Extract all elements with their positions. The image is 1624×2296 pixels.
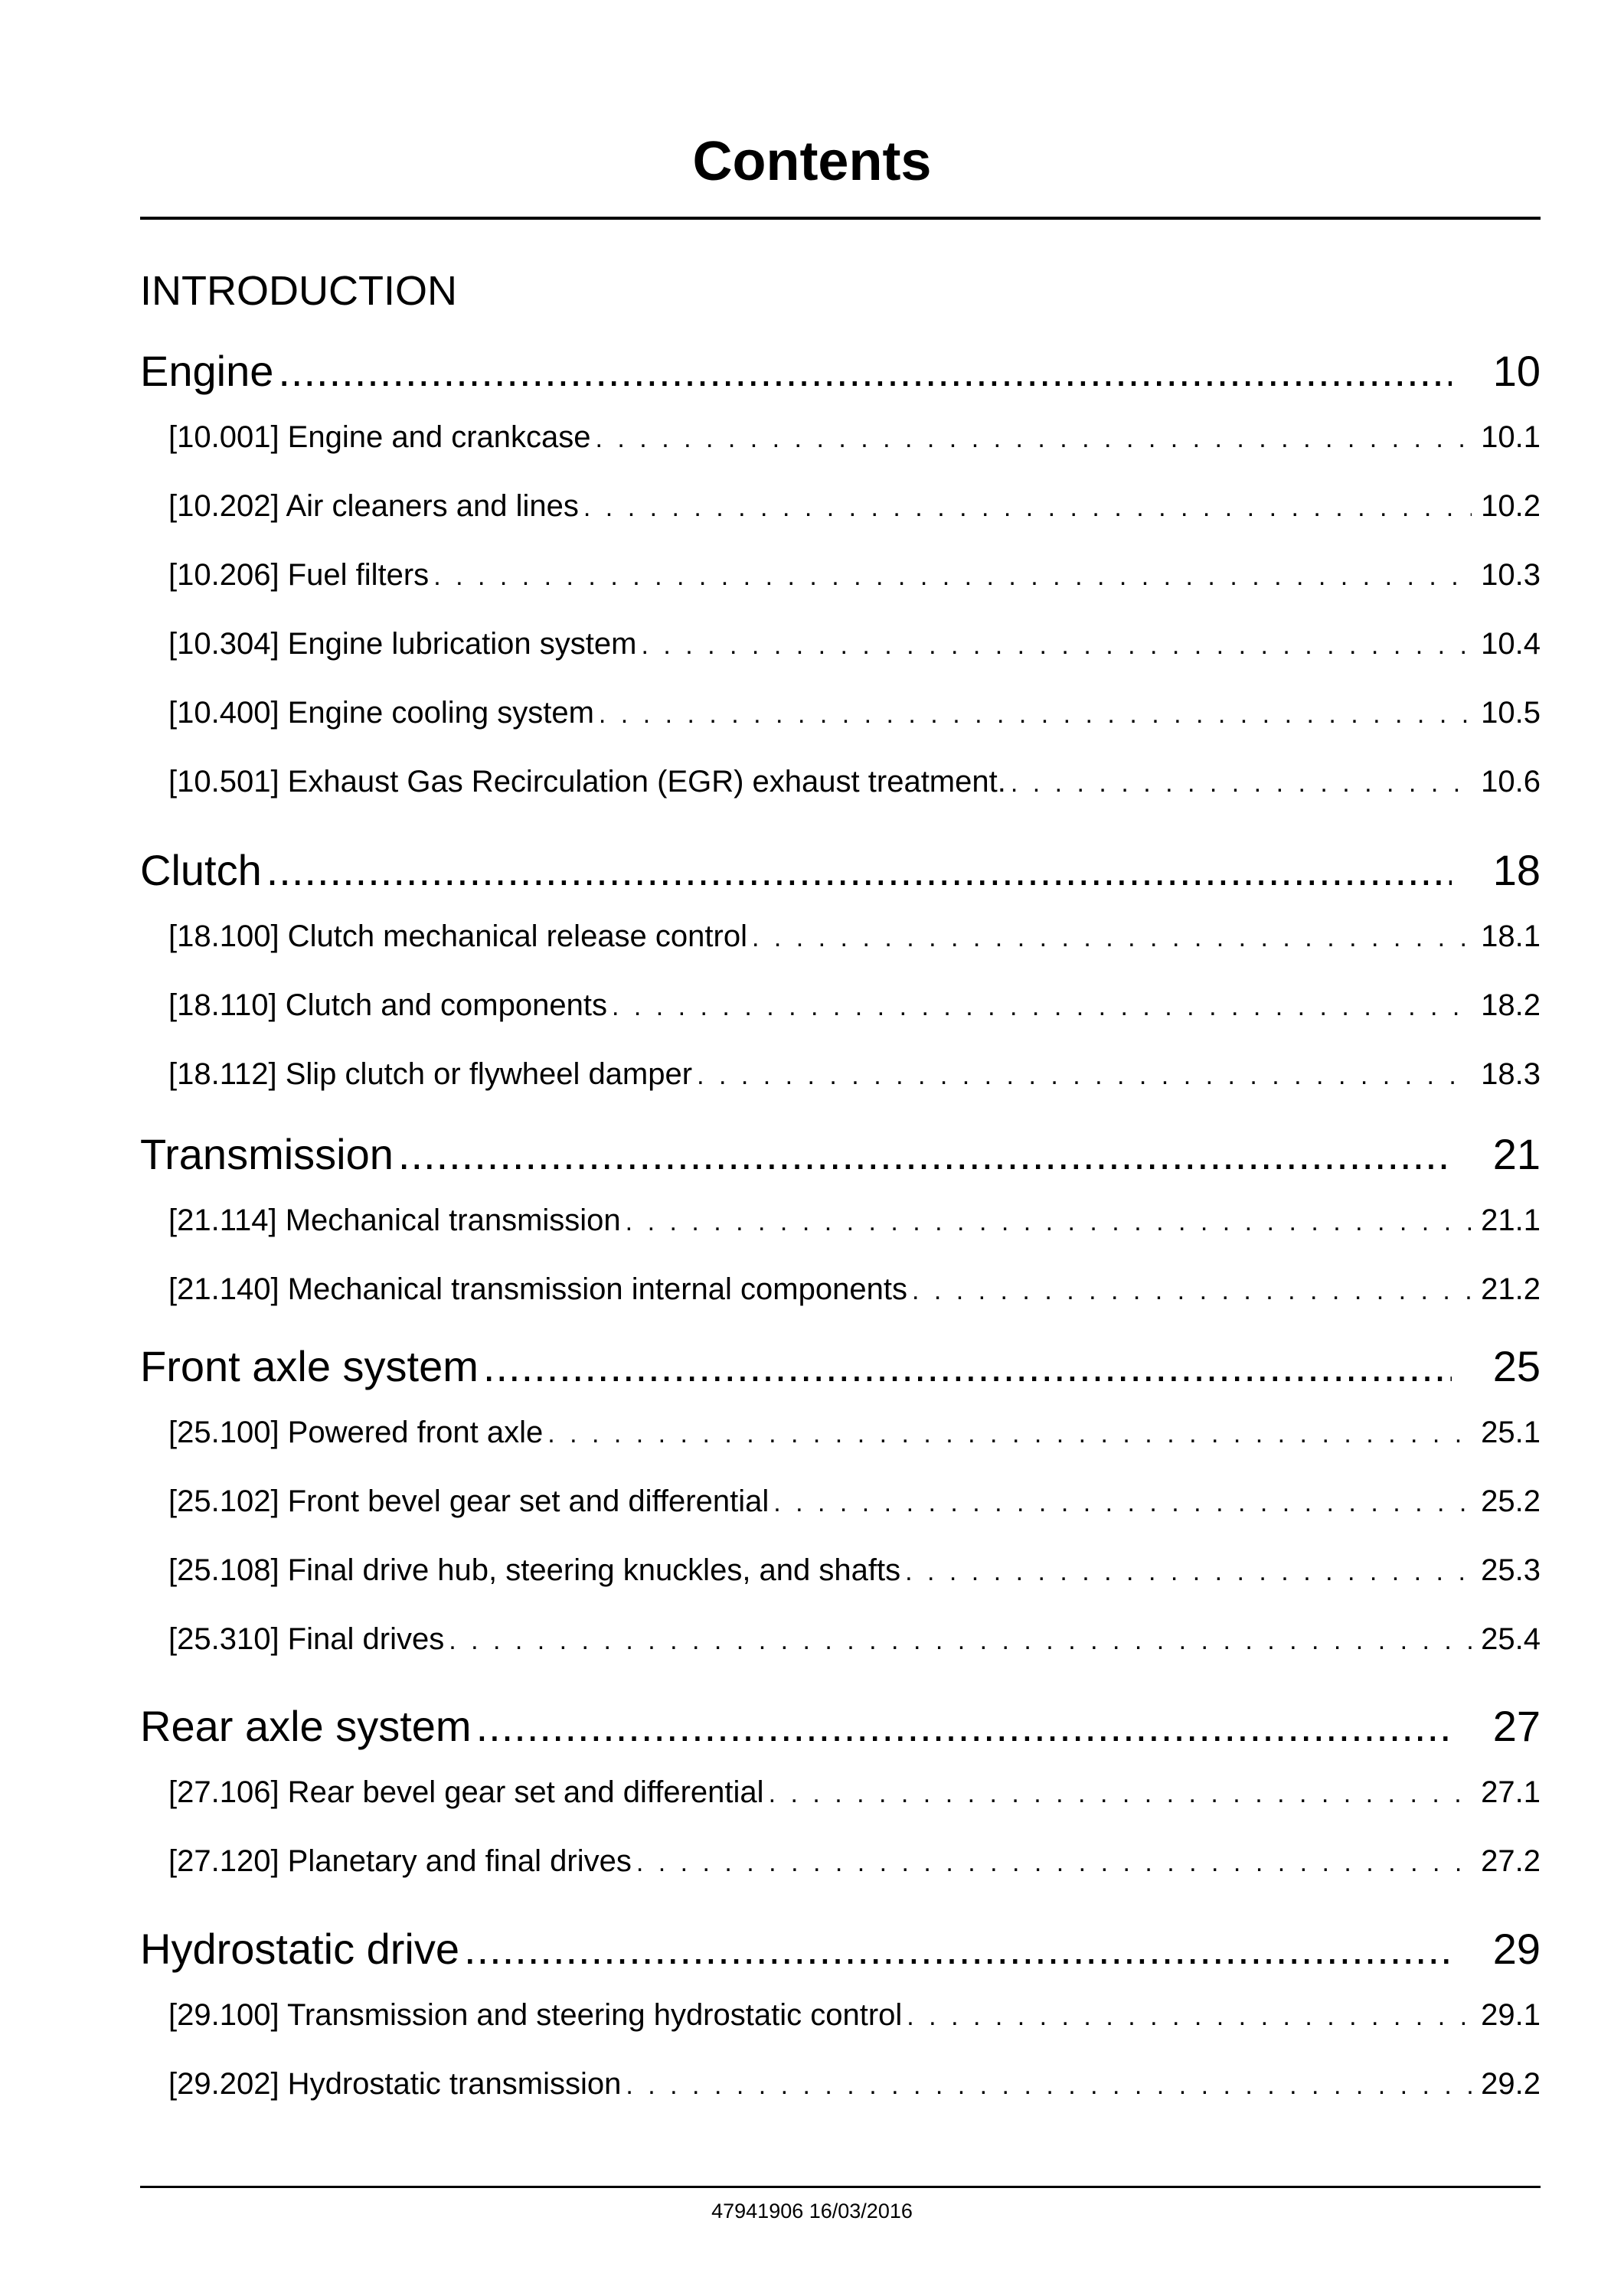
chapter-page-number: 21 [1492,1130,1541,1178]
chapter-clutch-entry[interactable] [140,845,1541,895]
dot-leader [907,2002,1472,2032]
section-page-number: 10.5 [1481,696,1541,730]
section-page-number: 10.6 [1481,765,1541,799]
chapter-title: Front axle system [140,1342,479,1390]
section-page-number: 25.1 [1481,1416,1541,1449]
dot-leader [483,1341,1452,1391]
section-title: [18.112] Slip clutch or flywheel damper [168,1057,693,1091]
section-entry[interactable] [168,1272,1541,1307]
section-title: [10.304] Engine lubrication system [168,627,637,661]
section-title: [18.100] Clutch mechanical release control [168,919,747,953]
section-entry[interactable] [168,1622,1541,1657]
section-title: [29.202] Hydrostatic transmission [168,2067,622,2101]
section-page-number: 25.3 [1481,1553,1541,1587]
footer-rule [140,2186,1541,2188]
dot-leader [912,1276,1472,1306]
section-entry[interactable] [168,558,1541,593]
section-page-number: 25.4 [1481,1622,1541,1656]
dot-leader [476,1701,1452,1751]
chapter-transmission-entry[interactable] [140,1129,1541,1179]
section-page-number: 10.3 [1481,558,1541,592]
dot-leader [596,424,1472,454]
dot-leader [449,1626,1472,1656]
dot-leader [1011,769,1472,799]
section-entry[interactable] [168,1057,1541,1092]
section-title: [10.001] Engine and crankcase [168,420,591,454]
section-page-number: 21.1 [1481,1204,1541,1237]
section-entry[interactable] [168,1416,1541,1450]
chapter-page-number: 10 [1492,347,1541,395]
section-page-number: 18.3 [1481,1057,1541,1091]
chapter-engine-entry[interactable] [140,346,1541,396]
section-entry[interactable] [168,1775,1541,1810]
section-title: [25.310] Final drives [168,1622,445,1656]
section-entry[interactable] [168,765,1541,799]
section-page-number: 21.2 [1481,1272,1541,1306]
dot-leader [905,1557,1472,1587]
chapter-page-number: 27 [1492,1702,1541,1750]
footer-document-id: 47941906 16/03/2016 [711,2200,913,2223]
section-entry[interactable] [168,2067,1541,2102]
section-page-number: 27.1 [1481,1775,1541,1809]
dot-leader [599,700,1472,730]
section-title: [21.114] Mechanical transmission [168,1204,621,1237]
chapter-page-number: 25 [1492,1342,1541,1390]
dot-leader [547,1419,1472,1449]
section-title: [27.120] Planetary and final drives [168,1844,632,1878]
section-entry[interactable] [168,988,1541,1023]
section-title: [29.100] Transmission and steering hydrostatic control [168,1998,903,2032]
dot-leader [464,1924,1452,1974]
chapter-rear-axle-system-entry[interactable] [140,1701,1541,1751]
section-entry[interactable] [168,1998,1541,2033]
dot-leader [697,1061,1472,1091]
chapter-title: Transmission [140,1130,394,1178]
section-entry[interactable] [168,627,1541,661]
section-page-number: 25.2 [1481,1484,1541,1518]
section-page-number: 18.2 [1481,988,1541,1022]
chapter-page-number: 18 [1492,846,1541,894]
chapter-title: Engine [140,347,274,395]
dot-leader [626,2071,1472,2101]
section-page-number: 29.1 [1481,1998,1541,2032]
section-entry[interactable] [168,1844,1541,1879]
dot-leader [626,1207,1472,1237]
chapter-title: Rear axle system [140,1702,472,1750]
section-title: [10.206] Fuel filters [168,558,430,592]
section-page-number: 10.2 [1481,489,1541,523]
section-page-number: 18.1 [1481,919,1541,953]
section-page-number: 10.4 [1481,627,1541,661]
dot-leader [398,1129,1452,1179]
introduction-heading: INTRODUCTION [140,268,457,314]
dot-leader [612,992,1472,1022]
section-entry[interactable] [168,919,1541,954]
dot-leader [266,845,1452,895]
dot-leader [583,493,1472,523]
dot-leader [752,923,1472,953]
chapter-title: Hydrostatic drive [140,1925,460,1973]
section-title: [25.108] Final drive hub, steering knuckles, and shafts [168,1553,901,1587]
dot-leader [636,1848,1472,1878]
chapter-page-number: 29 [1492,1925,1541,1973]
chapter-title: Clutch [140,846,262,894]
section-title: [21.140] Mechanical transmission internal components [168,1272,907,1306]
dot-leader [278,346,1452,396]
dot-leader [641,631,1472,661]
section-page-number: 10.1 [1481,420,1541,454]
dot-leader [773,1488,1472,1518]
section-title: [25.100] Powered front axle [168,1416,544,1449]
section-page-number: 27.2 [1481,1844,1541,1878]
dot-leader [769,1779,1472,1809]
section-title: [27.106] Rear bevel gear set and differential [168,1775,764,1809]
chapter-hydrostatic-drive-entry[interactable] [140,1924,1541,1974]
section-entry[interactable] [168,489,1541,524]
section-entry[interactable] [168,1484,1541,1519]
section-entry[interactable] [168,1553,1541,1588]
section-entry[interactable] [168,696,1541,730]
section-title: [10.501] Exhaust Gas Recirculation (EGR) exhaust treatment. [168,765,1006,799]
chapter-front-axle-system-entry[interactable] [140,1341,1541,1391]
dot-leader [433,562,1472,592]
section-title: [25.102] Front bevel gear set and differential [168,1484,770,1518]
section-entry[interactable] [168,1204,1541,1238]
section-title: [18.110] Clutch and components [168,988,607,1022]
section-page-number: 29.2 [1481,2067,1541,2101]
section-title: [10.400] Engine cooling system [168,696,594,730]
section-entry[interactable] [168,420,1541,455]
page-title: Contents [692,131,932,192]
section-title: [10.202] Air cleaners and lines [168,489,579,523]
